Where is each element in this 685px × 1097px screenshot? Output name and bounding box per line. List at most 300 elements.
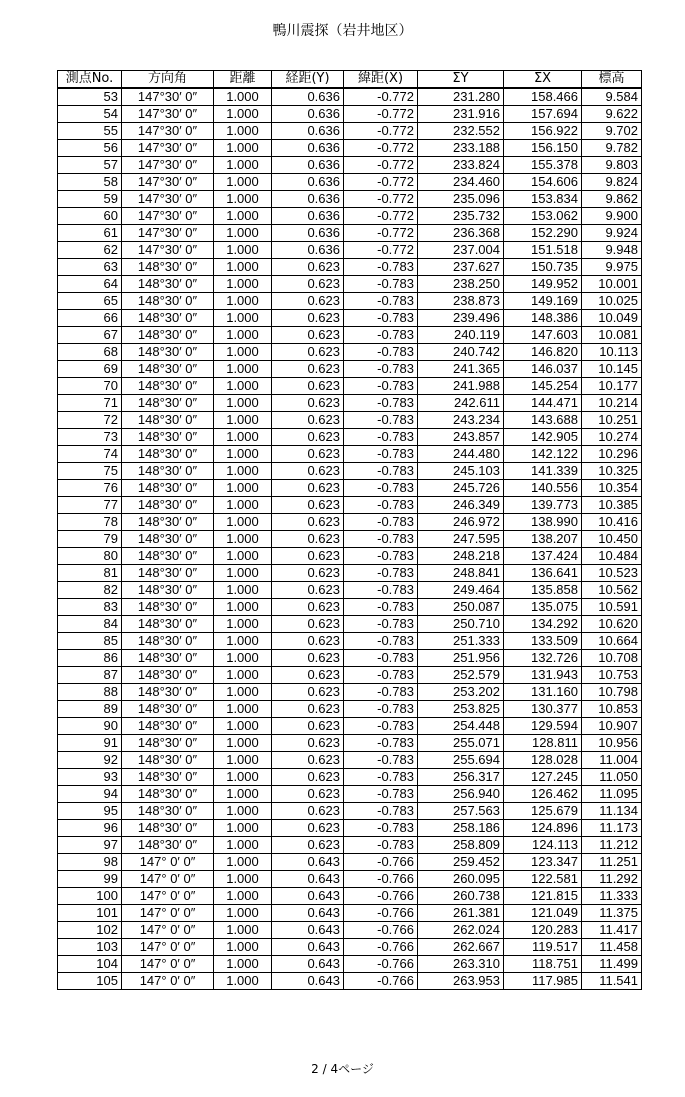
cell-sum-y: 261.381 [418,905,504,922]
header-sum-y: ΣY [418,71,504,89]
cell-station-no: 98 [58,854,122,871]
cell-sum-y: 255.694 [418,752,504,769]
table-row [58,650,642,667]
cell-sum-x: 149.169 [504,293,582,310]
cell-bearing: 147° 0′ 0″ [122,922,214,939]
cell-station-no: 54 [58,106,122,123]
cell-bearing: 148°30′ 0″ [122,276,214,293]
header-departure-y: 経距(Y) [272,71,344,89]
cell-sum-x: 142.122 [504,446,582,463]
cell-station-no: 57 [58,157,122,174]
cell-latitude-x: -0.772 [344,106,418,123]
cell-distance: 1.000 [214,140,272,157]
cell-departure-y: 0.636 [272,140,344,157]
cell-sum-x: 156.150 [504,140,582,157]
cell-departure-y: 0.623 [272,718,344,735]
table-row [58,616,642,633]
cell-sum-x: 126.462 [504,786,582,803]
cell-elevation: 10.145 [582,361,642,378]
cell-distance: 1.000 [214,701,272,718]
cell-sum-x: 121.815 [504,888,582,905]
cell-departure-y: 0.623 [272,395,344,412]
cell-elevation: 11.499 [582,956,642,973]
cell-distance: 1.000 [214,259,272,276]
cell-station-no: 89 [58,701,122,718]
cell-bearing: 148°30′ 0″ [122,344,214,361]
cell-departure-y: 0.623 [272,684,344,701]
cell-station-no: 96 [58,820,122,837]
cell-sum-x: 143.688 [504,412,582,429]
cell-sum-y: 237.004 [418,242,504,259]
table-row [58,429,642,446]
cell-latitude-x: -0.783 [344,259,418,276]
cell-departure-y: 0.636 [272,208,344,225]
cell-station-no: 59 [58,191,122,208]
cell-latitude-x: -0.772 [344,123,418,140]
cell-station-no: 68 [58,344,122,361]
cell-bearing: 147°30′ 0″ [122,106,214,123]
table-row [58,667,642,684]
header-row [58,71,642,89]
cell-departure-y: 0.623 [272,769,344,786]
cell-sum-x: 136.641 [504,565,582,582]
cell-departure-y: 0.623 [272,378,344,395]
cell-elevation: 11.417 [582,922,642,939]
cell-elevation: 10.081 [582,327,642,344]
table-row [58,395,642,412]
cell-distance: 1.000 [214,752,272,769]
cell-station-no: 86 [58,650,122,667]
table-row [58,701,642,718]
cell-latitude-x: -0.783 [344,310,418,327]
cell-departure-y: 0.623 [272,582,344,599]
cell-sum-x: 146.820 [504,344,582,361]
cell-latitude-x: -0.783 [344,531,418,548]
cell-latitude-x: -0.783 [344,395,418,412]
cell-station-no: 90 [58,718,122,735]
cell-sum-x: 121.049 [504,905,582,922]
cell-departure-y: 0.623 [272,701,344,718]
cell-distance: 1.000 [214,310,272,327]
cell-distance: 1.000 [214,293,272,310]
cell-elevation: 10.907 [582,718,642,735]
cell-sum-x: 158.466 [504,88,582,106]
cell-elevation: 10.177 [582,378,642,395]
cell-distance: 1.000 [214,956,272,973]
cell-elevation: 11.212 [582,837,642,854]
cell-station-no: 79 [58,531,122,548]
cell-station-no: 84 [58,616,122,633]
cell-sum-y: 260.738 [418,888,504,905]
cell-sum-y: 263.953 [418,973,504,990]
cell-sum-x: 119.517 [504,939,582,956]
cell-bearing: 147°30′ 0″ [122,88,214,106]
cell-sum-y: 246.349 [418,497,504,514]
cell-sum-x: 149.952 [504,276,582,293]
cell-distance: 1.000 [214,531,272,548]
cell-station-no: 66 [58,310,122,327]
cell-distance: 1.000 [214,429,272,446]
cell-departure-y: 0.643 [272,922,344,939]
table-row [58,259,642,276]
cell-elevation: 11.375 [582,905,642,922]
cell-distance: 1.000 [214,769,272,786]
cell-sum-x: 133.509 [504,633,582,650]
cell-latitude-x: -0.783 [344,497,418,514]
cell-bearing: 148°30′ 0″ [122,803,214,820]
cell-bearing: 148°30′ 0″ [122,650,214,667]
cell-distance: 1.000 [214,446,272,463]
cell-bearing: 147°30′ 0″ [122,123,214,140]
cell-station-no: 91 [58,735,122,752]
cell-station-no: 75 [58,463,122,480]
table-row [58,565,642,582]
cell-latitude-x: -0.783 [344,327,418,344]
cell-departure-y: 0.636 [272,174,344,191]
cell-sum-y: 241.365 [418,361,504,378]
cell-distance: 1.000 [214,225,272,242]
cell-elevation: 9.924 [582,225,642,242]
table-row [58,174,642,191]
cell-station-no: 71 [58,395,122,412]
cell-sum-x: 145.254 [504,378,582,395]
cell-latitude-x: -0.783 [344,786,418,803]
cell-bearing: 148°30′ 0″ [122,837,214,854]
table-row [58,140,642,157]
table-row [58,905,642,922]
cell-sum-x: 138.990 [504,514,582,531]
cell-station-no: 101 [58,905,122,922]
cell-sum-x: 128.028 [504,752,582,769]
table-row [58,786,642,803]
cell-departure-y: 0.623 [272,514,344,531]
cell-distance: 1.000 [214,871,272,888]
table-row [58,633,642,650]
cell-sum-x: 146.037 [504,361,582,378]
cell-sum-y: 245.103 [418,463,504,480]
cell-sum-y: 253.825 [418,701,504,718]
table-row [58,752,642,769]
table-row [58,514,642,531]
cell-station-no: 61 [58,225,122,242]
table-row [58,310,642,327]
cell-departure-y: 0.636 [272,242,344,259]
cell-elevation: 11.095 [582,786,642,803]
cell-bearing: 147°30′ 0″ [122,191,214,208]
cell-departure-y: 0.623 [272,446,344,463]
header-distance: 距離 [214,71,272,89]
cell-elevation: 10.664 [582,633,642,650]
cell-station-no: 80 [58,548,122,565]
cell-station-no: 94 [58,786,122,803]
cell-departure-y: 0.623 [272,599,344,616]
cell-departure-y: 0.623 [272,616,344,633]
cell-latitude-x: -0.783 [344,463,418,480]
cell-departure-y: 0.643 [272,888,344,905]
cell-bearing: 148°30′ 0″ [122,259,214,276]
cell-latitude-x: -0.766 [344,888,418,905]
table-row [58,837,642,854]
cell-station-no: 69 [58,361,122,378]
cell-bearing: 148°30′ 0″ [122,718,214,735]
header-sum-x: ΣX [504,71,582,89]
cell-station-no: 77 [58,497,122,514]
table-row [58,276,642,293]
cell-sum-y: 256.317 [418,769,504,786]
cell-bearing: 147°30′ 0″ [122,174,214,191]
cell-elevation: 11.292 [582,871,642,888]
table-row [58,480,642,497]
cell-station-no: 60 [58,208,122,225]
cell-distance: 1.000 [214,633,272,650]
cell-station-no: 82 [58,582,122,599]
cell-bearing: 147° 0′ 0″ [122,905,214,922]
table-row [58,293,642,310]
cell-sum-y: 231.280 [418,88,504,106]
cell-station-no: 97 [58,837,122,854]
cell-sum-x: 155.378 [504,157,582,174]
cell-departure-y: 0.623 [272,548,344,565]
table-row [58,854,642,871]
cell-station-no: 102 [58,922,122,939]
cell-sum-y: 232.552 [418,123,504,140]
cell-station-no: 85 [58,633,122,650]
cell-bearing: 148°30′ 0″ [122,293,214,310]
cell-distance: 1.000 [214,684,272,701]
cell-station-no: 93 [58,769,122,786]
table-row [58,973,642,990]
cell-distance: 1.000 [214,344,272,361]
cell-distance: 1.000 [214,616,272,633]
table-row [58,344,642,361]
cell-sum-y: 249.464 [418,582,504,599]
cell-sum-y: 252.579 [418,667,504,684]
cell-latitude-x: -0.783 [344,650,418,667]
cell-sum-y: 239.496 [418,310,504,327]
cell-departure-y: 0.643 [272,854,344,871]
cell-elevation: 10.385 [582,497,642,514]
cell-latitude-x: -0.772 [344,242,418,259]
cell-station-no: 58 [58,174,122,191]
cell-sum-x: 127.245 [504,769,582,786]
survey-table [57,70,642,990]
cell-elevation: 10.620 [582,616,642,633]
cell-bearing: 148°30′ 0″ [122,684,214,701]
cell-bearing: 148°30′ 0″ [122,514,214,531]
cell-elevation: 9.862 [582,191,642,208]
cell-bearing: 147°30′ 0″ [122,242,214,259]
cell-latitude-x: -0.772 [344,140,418,157]
cell-station-no: 76 [58,480,122,497]
cell-distance: 1.000 [214,565,272,582]
table-row [58,191,642,208]
cell-sum-x: 117.985 [504,973,582,990]
cell-elevation: 10.591 [582,599,642,616]
cell-bearing: 148°30′ 0″ [122,616,214,633]
cell-sum-y: 253.202 [418,684,504,701]
cell-latitude-x: -0.783 [344,293,418,310]
table-row [58,208,642,225]
cell-sum-y: 255.071 [418,735,504,752]
cell-sum-y: 234.460 [418,174,504,191]
cell-distance: 1.000 [214,718,272,735]
cell-sum-x: 139.773 [504,497,582,514]
cell-distance: 1.000 [214,327,272,344]
cell-latitude-x: -0.783 [344,803,418,820]
cell-departure-y: 0.623 [272,429,344,446]
table-row [58,820,642,837]
cell-distance: 1.000 [214,174,272,191]
table-row [58,939,642,956]
cell-distance: 1.000 [214,803,272,820]
cell-departure-y: 0.643 [272,871,344,888]
cell-distance: 1.000 [214,88,272,106]
cell-station-no: 88 [58,684,122,701]
cell-elevation: 10.853 [582,701,642,718]
cell-bearing: 148°30′ 0″ [122,395,214,412]
cell-station-no: 64 [58,276,122,293]
cell-elevation: 9.824 [582,174,642,191]
cell-elevation: 9.900 [582,208,642,225]
table-row [58,412,642,429]
table-row [58,123,642,140]
cell-distance: 1.000 [214,208,272,225]
cell-bearing: 147° 0′ 0″ [122,871,214,888]
cell-station-no: 78 [58,514,122,531]
cell-elevation: 10.416 [582,514,642,531]
cell-bearing: 148°30′ 0″ [122,378,214,395]
cell-station-no: 70 [58,378,122,395]
cell-departure-y: 0.636 [272,88,344,106]
page-title: 鴨川震探（岩井地区） [272,23,413,39]
cell-latitude-x: -0.783 [344,344,418,361]
cell-sum-y: 242.611 [418,395,504,412]
cell-latitude-x: -0.783 [344,735,418,752]
table-row [58,871,642,888]
cell-bearing: 148°30′ 0″ [122,463,214,480]
cell-station-no: 95 [58,803,122,820]
cell-elevation: 10.798 [582,684,642,701]
cell-elevation: 9.622 [582,106,642,123]
cell-departure-y: 0.643 [272,973,344,990]
cell-distance: 1.000 [214,905,272,922]
cell-latitude-x: -0.766 [344,939,418,956]
cell-sum-x: 128.811 [504,735,582,752]
cell-elevation: 10.562 [582,582,642,599]
cell-sum-y: 233.824 [418,157,504,174]
cell-distance: 1.000 [214,667,272,684]
cell-elevation: 10.450 [582,531,642,548]
cell-sum-y: 256.940 [418,786,504,803]
cell-distance: 1.000 [214,599,272,616]
cell-bearing: 148°30′ 0″ [122,820,214,837]
cell-sum-x: 124.896 [504,820,582,837]
cell-departure-y: 0.623 [272,633,344,650]
table-body [58,88,642,990]
cell-sum-y: 235.096 [418,191,504,208]
cell-elevation: 10.708 [582,650,642,667]
cell-elevation: 10.325 [582,463,642,480]
cell-elevation: 11.004 [582,752,642,769]
cell-latitude-x: -0.783 [344,412,418,429]
cell-latitude-x: -0.772 [344,157,418,174]
cell-bearing: 148°30′ 0″ [122,446,214,463]
cell-elevation: 11.458 [582,939,642,956]
cell-latitude-x: -0.772 [344,191,418,208]
cell-sum-x: 122.581 [504,871,582,888]
cell-distance: 1.000 [214,514,272,531]
cell-departure-y: 0.623 [272,497,344,514]
cell-elevation: 9.584 [582,88,642,106]
cell-elevation: 10.296 [582,446,642,463]
cell-bearing: 148°30′ 0″ [122,701,214,718]
cell-departure-y: 0.636 [272,225,344,242]
cell-sum-y: 263.310 [418,956,504,973]
cell-sum-x: 131.160 [504,684,582,701]
cell-elevation: 10.523 [582,565,642,582]
table-row [58,225,642,242]
cell-latitude-x: -0.783 [344,378,418,395]
cell-distance: 1.000 [214,378,272,395]
cell-sum-x: 132.726 [504,650,582,667]
cell-departure-y: 0.623 [272,480,344,497]
cell-elevation: 10.956 [582,735,642,752]
cell-distance: 1.000 [214,548,272,565]
cell-sum-y: 262.667 [418,939,504,956]
cell-departure-y: 0.636 [272,157,344,174]
cell-latitude-x: -0.783 [344,582,418,599]
cell-bearing: 148°30′ 0″ [122,599,214,616]
cell-departure-y: 0.623 [272,531,344,548]
table-row [58,327,642,344]
cell-bearing: 148°30′ 0″ [122,327,214,344]
cell-latitude-x: -0.783 [344,684,418,701]
table-row [58,378,642,395]
cell-latitude-x: -0.783 [344,480,418,497]
cell-distance: 1.000 [214,497,272,514]
cell-departure-y: 0.623 [272,276,344,293]
cell-latitude-x: -0.766 [344,905,418,922]
cell-distance: 1.000 [214,480,272,497]
cell-latitude-x: -0.766 [344,973,418,990]
table-row [58,684,642,701]
cell-elevation: 11.333 [582,888,642,905]
cell-bearing: 148°30′ 0″ [122,735,214,752]
cell-sum-y: 233.188 [418,140,504,157]
cell-station-no: 105 [58,973,122,990]
cell-sum-y: 258.809 [418,837,504,854]
cell-distance: 1.000 [214,650,272,667]
cell-bearing: 148°30′ 0″ [122,786,214,803]
cell-sum-x: 153.834 [504,191,582,208]
cell-distance: 1.000 [214,786,272,803]
page-number: 2 / 4ページ [311,1062,374,1076]
cell-bearing: 148°30′ 0″ [122,412,214,429]
cell-elevation: 10.354 [582,480,642,497]
cell-bearing: 148°30′ 0″ [122,531,214,548]
cell-elevation: 10.001 [582,276,642,293]
cell-bearing: 147° 0′ 0″ [122,854,214,871]
cell-departure-y: 0.623 [272,820,344,837]
cell-bearing: 148°30′ 0″ [122,310,214,327]
cell-elevation: 11.173 [582,820,642,837]
cell-sum-x: 140.556 [504,480,582,497]
cell-latitude-x: -0.783 [344,837,418,854]
cell-distance: 1.000 [214,412,272,429]
cell-departure-y: 0.636 [272,106,344,123]
cell-station-no: 63 [58,259,122,276]
cell-sum-x: 154.606 [504,174,582,191]
